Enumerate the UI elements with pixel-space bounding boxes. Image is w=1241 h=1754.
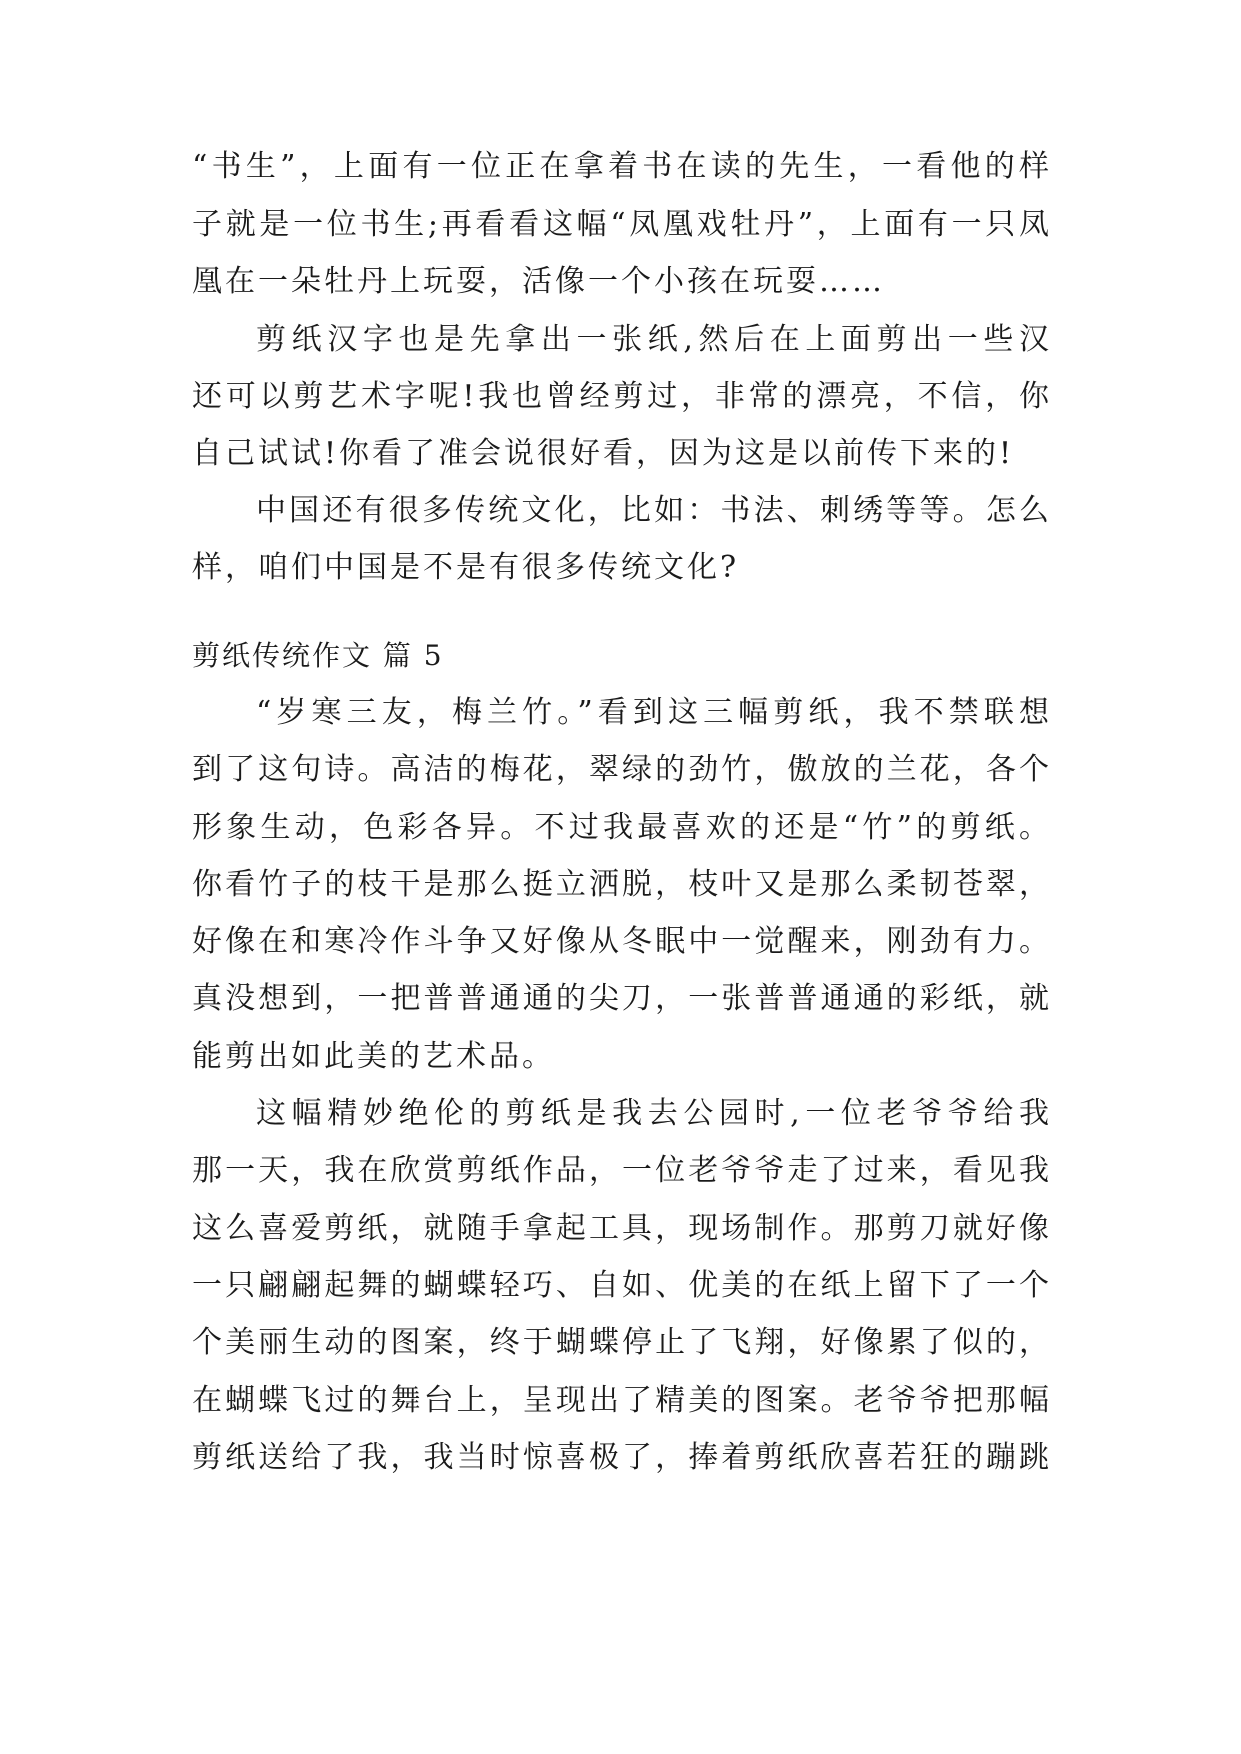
text-line: 自己试试!你看了准会说很好看，因为这是以前传下来的! [192, 436, 1015, 471]
text-line: 你看竹子的枝干是那么挺立洒脱，枝叶又是那么柔韧苍翠， [192, 867, 1052, 902]
text-line: “岁寒三友，梅兰竹。”看到这三幅剪纸，我不禁联想 [256, 695, 1052, 730]
text-line: “书生”，上面有一位正在拿着书在读的先生，一看他的样 [192, 149, 1052, 184]
text-line: 剪纸送给了我，我当时惊喜极了，捧着剪纸欣喜若狂的蹦跳 [192, 1440, 1052, 1475]
text-line: 真没想到，一把普普通通的尖刀，一张普普通通的彩纸，就 [192, 981, 1052, 1016]
text-line: 还可以剪艺术字呢!我也曾经剪过，非常的漂亮，不信，你 [192, 379, 1052, 414]
text-line: 形象生动，色彩各异。不过我最喜欢的还是“竹”的剪纸。 [192, 810, 1052, 845]
text-line: 凰在一朵牡丹上玩耍，活像一个小孩在玩耍…… [192, 264, 885, 299]
text-line: 子就是一位书生;再看看这幅“凤凰戏牡丹”，上面有一只凤 [192, 207, 1052, 242]
text-line: 个美丽生动的图案，终于蝴蝶停止了飞翔，好像累了似的， [192, 1325, 1052, 1360]
text-line: 一只翩翩起舞的蝴蝶轻巧、自如、优美的在纸上留下了一个 [192, 1268, 1052, 1303]
text-line: 中国还有很多传统文化，比如：书法、刺绣等等。怎么 [256, 493, 1052, 528]
text-line: 好像在和寒冷作斗争又好像从冬眠中一觉醒来，刚劲有力。 [192, 924, 1052, 959]
text-line: 在蝴蝶飞过的舞台上，呈现出了精美的图案。老爷爷把那幅 [192, 1383, 1052, 1418]
text-line: 这幅精妙绝伦的剪纸是我去公园时,一位老爷爷给我 [256, 1096, 1052, 1131]
text-line: 剪纸汉字也是先拿出一张纸,然后在上面剪出一些汉 [256, 322, 1052, 357]
text-line: 这么喜爱剪纸，就随手拿起工具，现场制作。那剪刀就好像 [192, 1211, 1052, 1246]
text-line: 到了这句诗。高洁的梅花，翠绿的劲竹，傲放的兰花，各个 [192, 752, 1052, 787]
text-line: 那一天，我在欣赏剪纸作品，一位老爷爷走了过来，看见我 [192, 1153, 1052, 1188]
text-line: 能剪出如此美的艺术品。 [192, 1039, 555, 1074]
section-heading: 剪纸传统作文 篇 5 [192, 639, 444, 672]
text-line: 样，咱们中国是不是有很多传统文化? [192, 550, 740, 585]
